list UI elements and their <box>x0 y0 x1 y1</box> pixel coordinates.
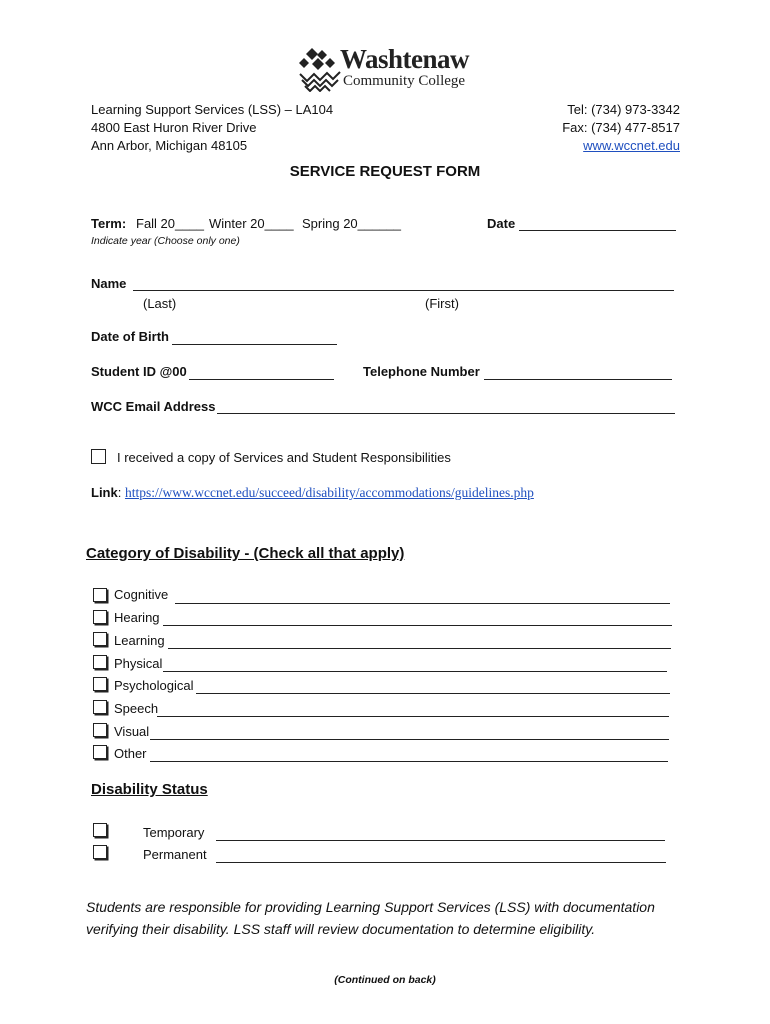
contact-tel: Tel: (734) 973-3342 <box>567 102 680 117</box>
category-line[interactable] <box>150 761 668 762</box>
term-note: Indicate year (Choose only one) <box>91 235 240 247</box>
category-label: Hearing <box>114 610 160 625</box>
status-line[interactable] <box>216 862 666 863</box>
telephone-label: Telephone Number <box>363 364 480 379</box>
category-heading: Category of Disability - (Check all that apply) <box>86 545 405 562</box>
contact-website-link[interactable]: www.wccnet.edu <box>583 138 680 153</box>
logo-subname: Community College <box>343 73 466 89</box>
category-line[interactable] <box>163 625 672 626</box>
category-line[interactable] <box>157 716 669 717</box>
term-label: Term: <box>91 216 127 231</box>
category-line[interactable] <box>150 739 669 740</box>
link-label: Link <box>91 485 118 500</box>
checkbox[interactable] <box>93 588 107 602</box>
checkbox[interactable] <box>93 723 107 737</box>
category-line[interactable] <box>196 693 670 694</box>
name-first-caption: (First) <box>425 296 459 311</box>
term-winter[interactable]: Winter 20____ <box>209 216 294 231</box>
category-line[interactable] <box>168 648 671 649</box>
category-label: Cognitive <box>114 587 169 602</box>
college-logo <box>298 44 478 94</box>
guidelines-link-row <box>91 485 534 501</box>
logo-mark-icon <box>298 46 342 92</box>
status-heading: Disability Status <box>91 781 208 798</box>
dob-label: Date of Birth <box>91 329 169 344</box>
category-label: Visual <box>114 724 150 739</box>
address-line-1: Learning Support Services (LSS) – LA104 <box>91 102 334 117</box>
form-title: SERVICE REQUEST FORM <box>289 163 481 180</box>
checkbox[interactable] <box>93 745 107 759</box>
date-field[interactable] <box>519 230 676 231</box>
address-line-2: 4800 East Huron River Drive <box>91 120 257 135</box>
status-label: Permanent <box>143 847 207 862</box>
checkbox[interactable] <box>93 845 107 859</box>
status-label: Temporary <box>143 825 205 840</box>
continued-note: (Continued on back) <box>334 974 436 986</box>
checkbox[interactable] <box>93 610 107 624</box>
date-label: Date <box>487 216 516 231</box>
name-label: Name <box>91 276 127 291</box>
student-id-field[interactable] <box>189 379 334 380</box>
email-field[interactable] <box>217 413 675 414</box>
dob-field[interactable] <box>172 344 337 345</box>
acknowledgement-checkbox[interactable] <box>91 449 106 464</box>
student-id-label: Student ID @00 <box>91 364 187 379</box>
category-label: Physical <box>114 656 163 671</box>
checkbox[interactable] <box>93 823 107 837</box>
term-spring[interactable]: Spring 20______ <box>302 216 402 231</box>
contact-fax: Fax: (734) 477-8517 <box>562 120 680 135</box>
status-line[interactable] <box>216 840 665 841</box>
address-line-3: Ann Arbor, Michigan 48105 <box>91 138 248 153</box>
guidelines-link[interactable]: https://www.wccnet.edu/succeed/disability/accommodations/guidelines.php <box>124 485 534 500</box>
email-label: WCC Email Address <box>91 399 216 414</box>
checkbox[interactable] <box>93 632 107 646</box>
telephone-field[interactable] <box>484 379 672 380</box>
documentation-notice: Students are responsible for providing Learning Support Services (LSS) with documentation verifying their disability. LSS staff will review documentation to determine eligibility. <box>86 899 655 937</box>
logo-name: Washtenaw <box>340 44 470 74</box>
checkbox[interactable] <box>93 655 107 669</box>
category-label: Other <box>114 746 147 761</box>
category-label: Psychological <box>114 678 194 693</box>
checkbox[interactable] <box>93 700 107 714</box>
name-last-caption: (Last) <box>143 296 177 311</box>
checkbox[interactable] <box>93 677 107 691</box>
link-colon: : <box>117 485 125 500</box>
acknowledgement-text: I received a copy of Services and Student Responsibilities <box>117 450 451 465</box>
category-line[interactable] <box>175 603 670 604</box>
category-label: Learning <box>114 633 165 648</box>
category-label: Speech <box>114 701 159 716</box>
term-fall[interactable]: Fall 20____ <box>136 216 204 231</box>
category-line[interactable] <box>163 671 667 672</box>
name-field[interactable] <box>133 290 674 291</box>
